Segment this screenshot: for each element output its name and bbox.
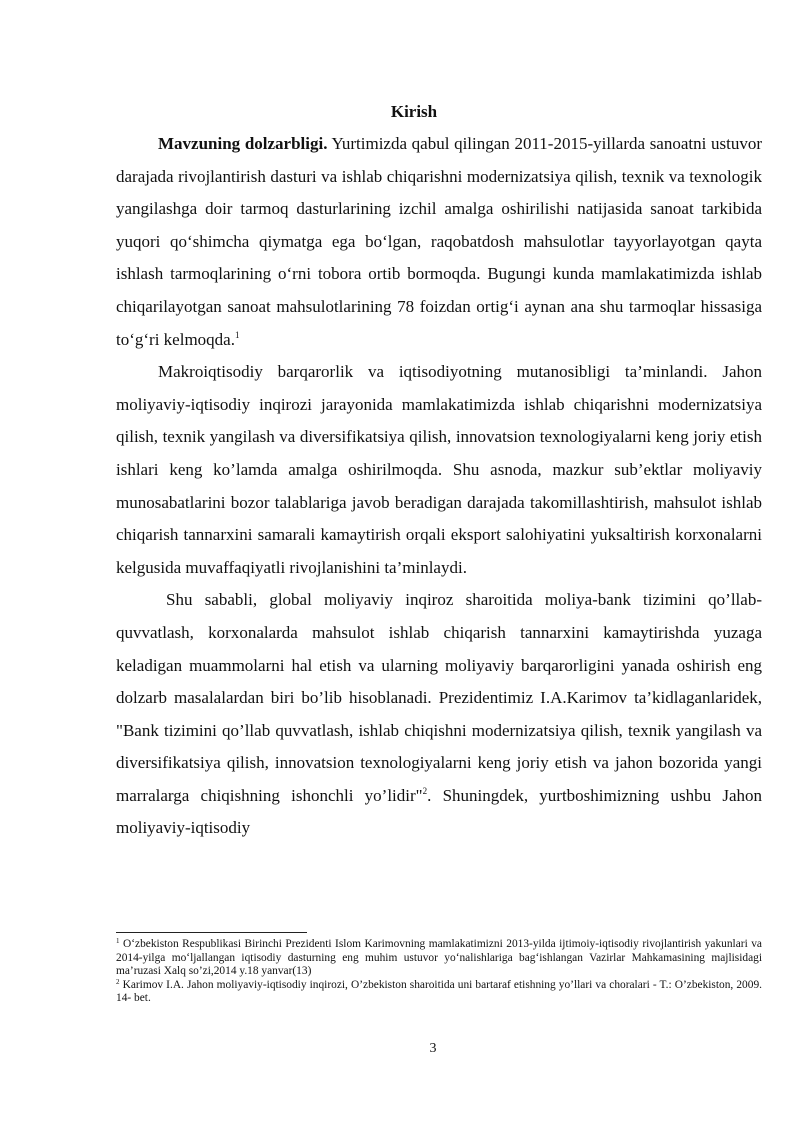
- paragraph-text: Shu sababli, global moliyaviy inqiroz sharoitida moliya-bank tizimini qo’llab-quvvatlash, korxonalarda mahsulot ishlab chiqarish tannarxini kamaytirishda yuzaga keladigan muammolarni hal etish va ularning moliyaviy barqarorligini yanada oshirish eng dolzarb masalalardan biri bo’lib hisoblanadi. Prezidentimiz I.A.Karimov ta’kidlaganlaridek, "Bank tizimini qo’llab quvvatlash, ishlab chiqishni modernizatsiya qilish, texnik yangilash va diversifikatsiya qilish, innovatsion texnologiyalarni keng joriy etish va jahon bozorida yangi marralarga chiqishning ishonchli yo’lidir": [116, 590, 762, 805]
- footnote-text: O‘zbekiston Respublikasi Birinchi Prezidenti Islom Karimovning mamlakatimizni 2013-yilda ijtimoiy-iqtisodiy rivojlantirish yakunlari va 2014-yilga mo‘ljallangan iqtisodiy dasturning eng muhim ustuvor yo‘nalishlariga bag‘ishlangan Vazirlar Mahkamasining majlisidagi ma’ruzasi Xalq so’zi,2014 y.18 yanvar(13): [116, 938, 762, 978]
- paragraph-macroeconomic: Makroiqtisodiy barqarorlik va iqtisodiyotning mutanosibligi ta’minlandi. Jahon moliyaviy-iqtisodiy inqirozi jarayonida mamlakatimizda ishlab chiqarishni modernizatsiya qilish, texnik yangilash va diversifikatsiya qilish, innovatsion texnologiyalarni keng joriy etish ishlari keng ko’lamda amalga oshirilmoqda. Shu asnoda, mazkur sub’ektlar moliyaviy munosabatlarini bozor talablariga javob beradigan darajada takomillashtirish, mahsulot ishlab chiqarish tannarxini samarali kamaytirish orqali eksport salohiyatini yuksaltirish korxonalarni kelgusida muvaffaqiyatli rivojlanishini ta’minlaydi.: [116, 362, 762, 577]
- paragraph-lead: Mavzuning dolzarbligi.: [158, 134, 328, 153]
- paragraph-text-continued: . Shuningdek, yurtboshimizning ushbu Jahon moliyaviy-iqtisodiy: [116, 785, 762, 838]
- main-text: [116, 128, 762, 845]
- footnote-text: Karimov I.A. Jahon moliyaviy-iqtisodiy inqirozi, O’zbekiston sharoitida uni bartaraf etishning yo’llari va choralari - T.: O’zbekiston, 2009. 14- bet.: [116, 978, 762, 1005]
- footnote-ref-2[interactable]: 2: [422, 785, 428, 796]
- page-number: 3: [429, 1041, 437, 1056]
- page-title: Kirish: [390, 102, 438, 121]
- footnote-ref-1[interactable]: 1: [234, 329, 240, 340]
- footnote-separator: [116, 932, 307, 933]
- footnote-1: [116, 938, 762, 979]
- footnote-mark: 2: [116, 977, 120, 986]
- paragraph-relevance: [116, 128, 762, 356]
- footnote-2: [116, 979, 762, 1006]
- paragraph-text: Yurtimizda qabul qilingan 2011-2015-yillarda sanoatni ustuvor darajada rivojlantirish dasturi va ishlab chiqarishni modernizatsiya qilish, texnik va texnologik yangilashga doir tarmoq dasturlarining izchil amalga oshirilishi natijasida sanoat tarkibida yuqori qo‘shimcha qiymatga ega bo‘lgan, raqobatdosh mahsulotlar tayyorlayotgan qayta ishlash tarmoqlarining o‘rni tobora ortib bormoqda. Bugungi kunda mamlakatimizda ishlab chiqarilayotgan sanoat mahsulotlarining 78 foizdan ortig‘i aynan ana shu tarmoqlar hissasiga to‘g‘ri kelmoqda.: [116, 134, 762, 349]
- footnote-mark: 1: [116, 937, 120, 945]
- footnotes: [116, 938, 762, 1006]
- paragraph-banking: [116, 584, 762, 845]
